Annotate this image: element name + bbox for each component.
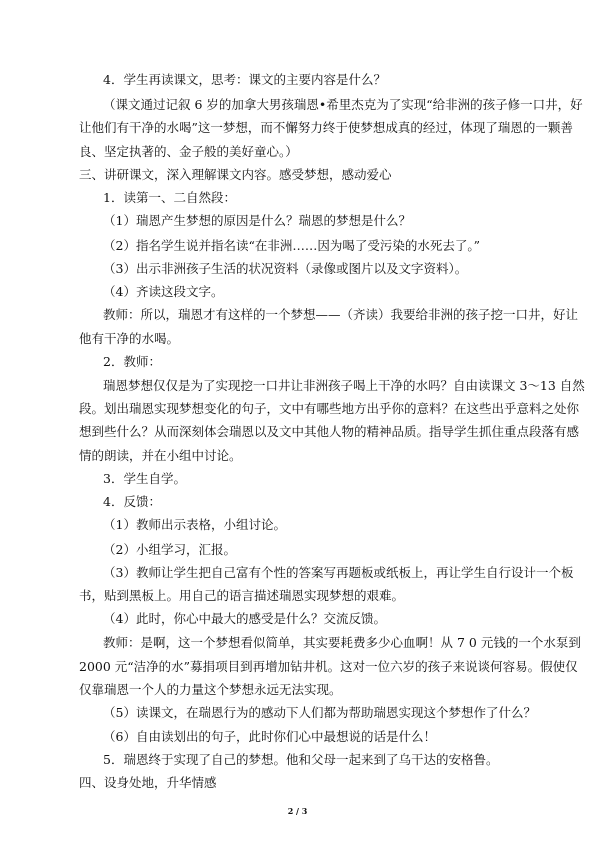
text-line: （6）自由读划出的句子，此时你们心中最想说的话是什么！ — [103, 729, 436, 744]
text-line: （5）读课文，在瑞恩行为的感动下人们都为帮助瑞恩实现这个梦想作了什么？ — [103, 705, 536, 720]
text-line: （课文通过记叙 6 岁的加拿大男孩瑞恩•希里杰克为了实现“给非洲的孩子修一口井，好 — [103, 97, 583, 112]
text-line: 1．读第一、二自然段： — [103, 190, 236, 205]
text-line: 仅靠瑞恩一个人的力量这个梦想永远无法实现。 — [79, 682, 342, 697]
text-line: （2）指名学生说并指名读“在非洲……因为喝了受污染的水死去了。” — [103, 238, 480, 253]
text-line: 教师：是啊，这一个梦想看似简单，其实要耗费多少心血啊！从 7 0 元钱的一个水泵到 — [103, 635, 581, 650]
text-line: 段。划出瑞恩实现梦想变化的句子，文中有哪些地方出乎你的意料？在这些出乎意料之处你 — [79, 401, 580, 416]
text-line: 情的朗读，并在小组中讨论。 — [79, 448, 242, 463]
section-heading: 四、设身处地，升华情感 — [79, 775, 217, 790]
text-line: 4．学生再读课文，思考：课文的主要内容是什么？ — [103, 72, 386, 87]
text-line: 5．瑞恩终于实现了自己的梦想。他和父母一起来到了乌干达的安格鲁。 — [103, 752, 499, 767]
text-line: （4）齐读这段文字。 — [103, 284, 224, 299]
text-line: 2．教师： — [103, 354, 161, 369]
text-line: （2）小组学习，汇报。 — [103, 542, 236, 557]
text-line: 良、坚定执著的、金子般的美好童心。） — [79, 144, 298, 159]
text-line: 4．反馈： — [103, 494, 161, 509]
text-line: 3．学生自学。 — [103, 471, 186, 486]
text-line: 让他们有干净的水喝”这一梦想，而不懈努力终于使梦想成真的经过，体现了瑞恩的一颗善 — [79, 120, 573, 135]
text-line: 瑞恩梦想仅仅是为了实现挖一口井让非洲孩子喝上干净的水吗？自由读课文 3～13 自然 — [103, 378, 585, 393]
text-line: （3）教师让学生把自己富有个性的答案写再题板或纸板上，再让学生自行设计一个板 — [103, 565, 574, 580]
text-line: 教师：所以，瑞恩才有这样的一个梦想——（齐读）我要给非洲的孩子挖一口井，好让 — [103, 307, 579, 322]
text-line: （3）出示非洲孩子生活的状况资料（录像或图片以及文字资料）。 — [103, 261, 468, 276]
text-line: 想到些什么？从而深刻体会瑞恩以及文中其他人物的精神品质。指导学生抓住重点段落有感 — [79, 424, 580, 439]
text-line: （1）教师出示表格，小组讨论。 — [103, 517, 286, 532]
text-line: （1）瑞恩产生梦想的原因是什么？瑞恩的梦想是什么？ — [103, 213, 411, 228]
text-line: 书，贴到黑板上。用自己的语言描述瑞恩实现梦想的艰难。 — [79, 588, 405, 603]
text-line: 他有干净的水喝。 — [79, 331, 180, 346]
text-line: （4）此时，你心中最大的感受是什么？交流反馈。 — [103, 611, 386, 626]
text-line: 2000 元“洁净的水”募捐项目到再增加钻井机。这对一位六岁的孩子来说谈何容易。假使仅 — [79, 659, 578, 674]
section-heading: 三、讲研课文，深入理解课文内容。感受梦想，感动爱心 — [79, 167, 392, 182]
page-indicator: 2 / 3 — [287, 806, 308, 816]
